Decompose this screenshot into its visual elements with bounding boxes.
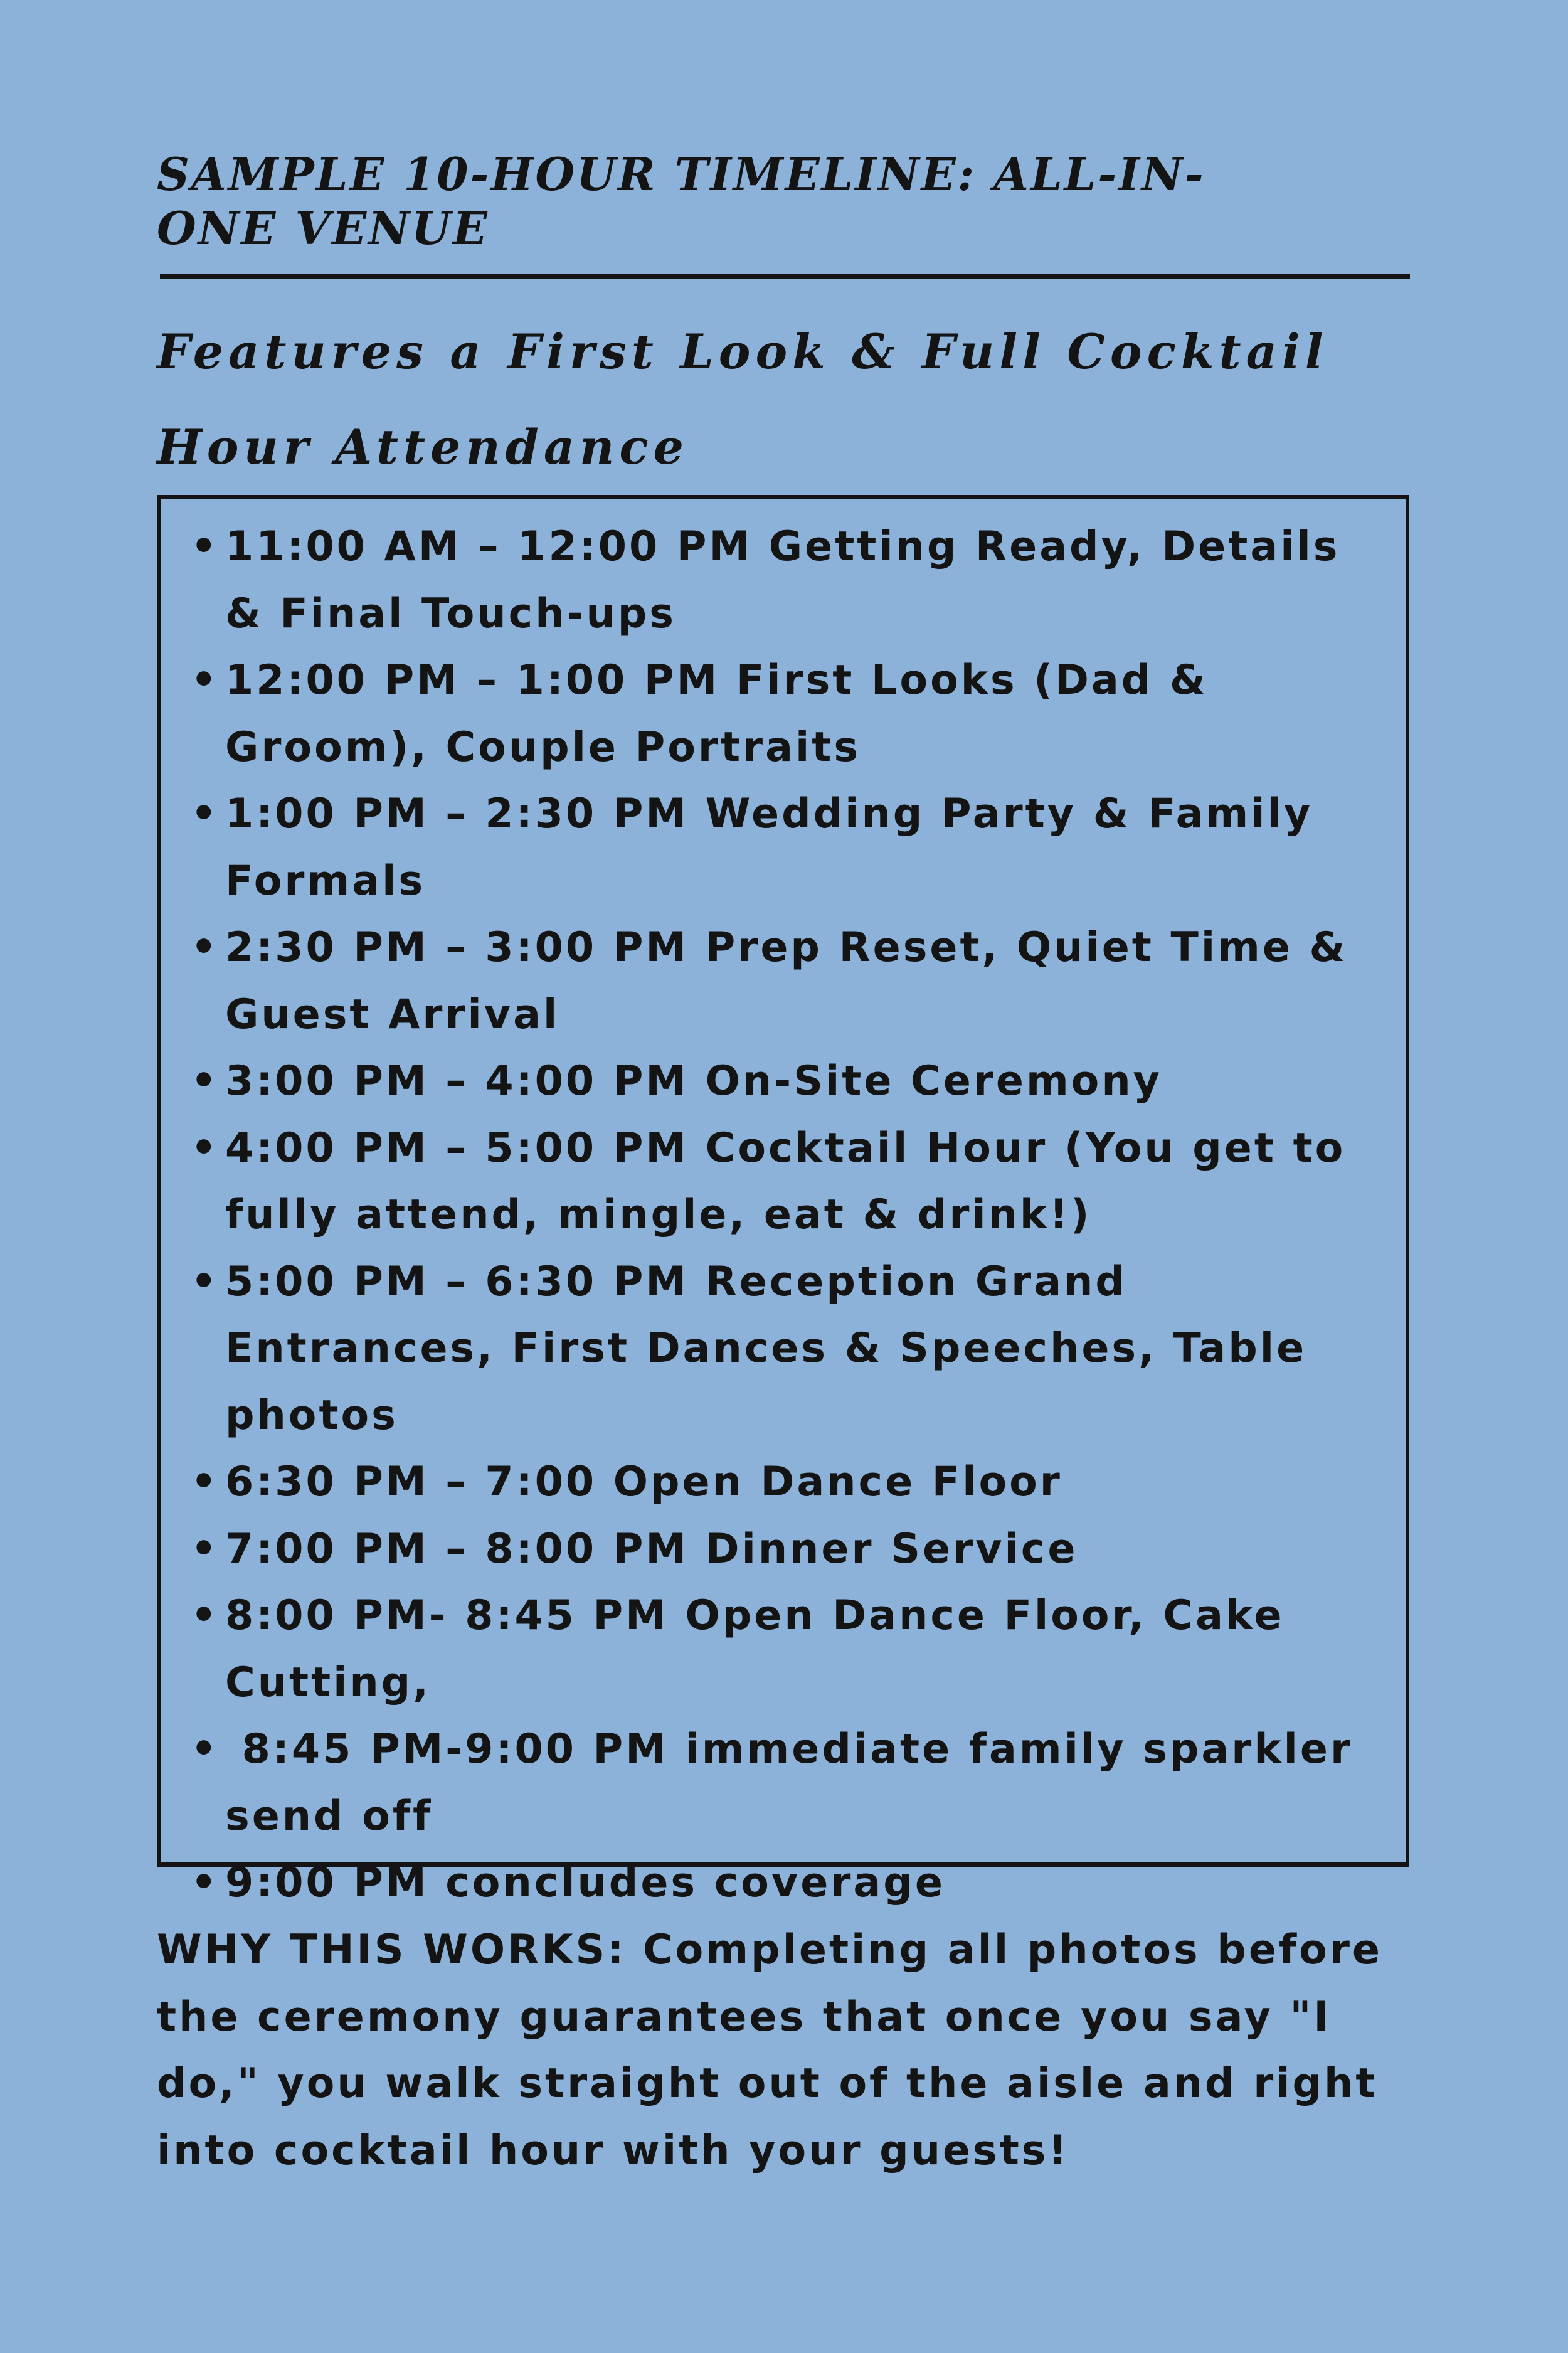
timeline-item-text: 2:30 PM – 3:00 PM Prep Reset, Quiet Time & Guest Arrival bbox=[225, 924, 1348, 1038]
timeline-item-text: 12:00 PM – 1:00 PM First Looks (Dad & Groom), Couple Portraits bbox=[225, 657, 1208, 771]
bullet-icon: • bbox=[191, 657, 220, 704]
timeline-item-text: 8:00 PM- 8:45 PM Open Dance Floor, Cake Cutting, bbox=[225, 1592, 1285, 1706]
page-title: SAMPLE 10-HOUR TIMELINE: ALL-IN-ONE VENUE bbox=[157, 147, 1205, 255]
bullet-icon: • bbox=[191, 1458, 220, 1506]
timeline-item bbox=[191, 1850, 1382, 1917]
timeline-item bbox=[191, 781, 1382, 915]
timeline-item bbox=[191, 1249, 1382, 1450]
timeline-item-text: 8:45 PM-9:00 PM immediate family sparkler send off bbox=[225, 1726, 1370, 1840]
bullet-icon: • bbox=[191, 523, 220, 570]
bullet-icon: • bbox=[191, 1124, 220, 1172]
timeline-item bbox=[191, 1048, 1382, 1115]
timeline-item bbox=[191, 647, 1382, 781]
timeline-item-text: 5:00 PM – 6:30 PM Reception Grand Entrances, First Dances & Speeches, Table photos bbox=[225, 1258, 1307, 1439]
bullet-icon: • bbox=[191, 1058, 220, 1105]
why-this-works-note: WHY THIS WORKS: Completing all photos before the ceremony guarantees that once you say "I do," you walk straight out of the aisle and right into cocktail hour with your guests! bbox=[157, 1926, 1382, 2174]
timeline-item-text: 7:00 PM – 8:00 PM Dinner Service bbox=[225, 1525, 1078, 1573]
timeline-item-text: 1:00 PM – 2:30 PM Wedding Party & Family Formals bbox=[225, 790, 1313, 905]
timeline-item bbox=[191, 1583, 1382, 1716]
timeline-item bbox=[191, 1516, 1382, 1583]
timeline-item-text: 4:00 PM – 5:00 PM Cocktail Hour (You get to fully attend, mingle, eat & drink!) bbox=[225, 1124, 1346, 1238]
page-subtitle: Features a First Look & Full Cocktail Hour Attendance bbox=[157, 324, 1328, 475]
timeline-item bbox=[191, 1716, 1382, 1850]
bullet-icon: • bbox=[191, 1258, 220, 1305]
timeline-item bbox=[191, 1115, 1382, 1249]
timeline-item bbox=[191, 514, 1382, 647]
timeline-list bbox=[191, 514, 1382, 1917]
bullet-icon: • bbox=[191, 1726, 220, 1773]
title-divider bbox=[160, 274, 1410, 279]
timeline-item bbox=[191, 915, 1382, 1048]
timeline-item-text: 11:00 AM – 12:00 PM Getting Ready, Details & Final Touch-ups bbox=[225, 523, 1340, 637]
bullet-icon: • bbox=[191, 1525, 220, 1573]
bullet-icon: • bbox=[191, 1592, 220, 1639]
timeline-item-text: 6:30 PM – 7:00 Open Dance Floor bbox=[225, 1458, 1062, 1506]
bullet-icon: • bbox=[191, 1859, 220, 1906]
bullet-icon: • bbox=[191, 790, 220, 837]
bullet-icon: • bbox=[191, 924, 220, 971]
timeline-box bbox=[157, 495, 1409, 1906]
timeline-item-text: 9:00 PM concludes coverage bbox=[225, 1859, 945, 1906]
timeline-item bbox=[191, 1449, 1382, 1516]
timeline-item-text: 3:00 PM – 4:00 PM On-Site Ceremony bbox=[225, 1058, 1162, 1105]
